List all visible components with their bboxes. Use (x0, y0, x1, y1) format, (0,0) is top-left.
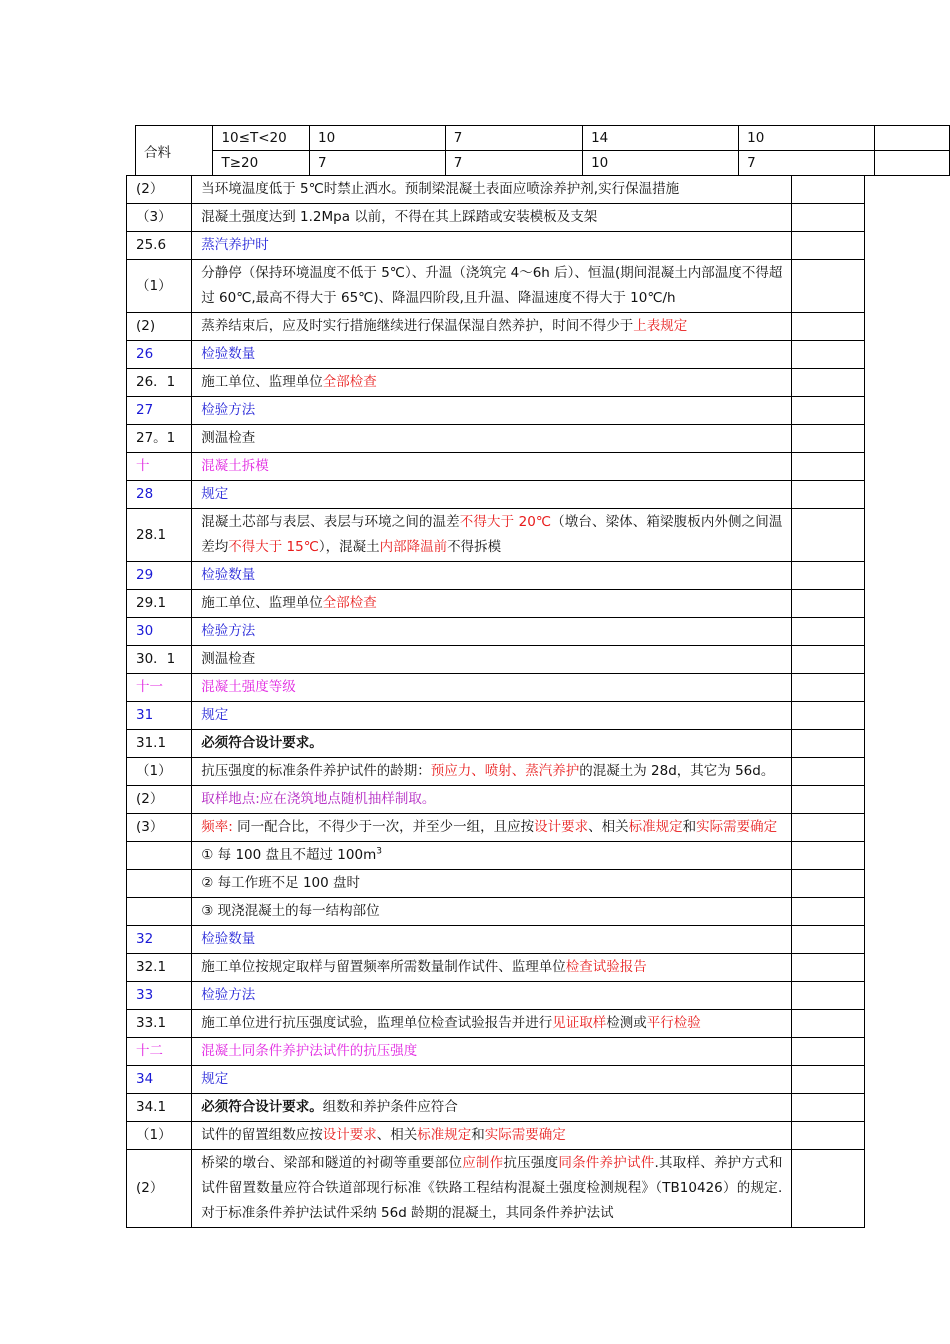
spec-row (127, 1010, 865, 1038)
content-text: 、相关 (588, 819, 629, 835)
item-number: 27。1 (127, 425, 192, 453)
item-number: 28.1 (127, 509, 192, 562)
item-number: 33 (127, 982, 192, 1010)
item-number: 29.1 (127, 590, 192, 618)
highlight-text: 上表规定 (633, 318, 688, 334)
spec-row (127, 758, 865, 786)
content-text: 规定 (201, 486, 229, 502)
item-content (192, 562, 792, 590)
item-content (192, 509, 792, 562)
content-text: 必须符合设计要求。 (201, 1099, 323, 1115)
content-text: （墩台、梁体、箱梁腹板内外侧之间温差均 (201, 514, 783, 555)
item-number: （1） (127, 758, 192, 786)
item-number: （3） (127, 204, 192, 232)
highlight-text: 内部降温前 (379, 539, 448, 555)
spec-row (127, 730, 865, 758)
spec-row (127, 176, 865, 204)
content-text: 检验方法 (201, 402, 256, 418)
content-text: 检测或 (606, 1015, 647, 1031)
item-number: 33.1 (127, 1010, 192, 1038)
item-content (192, 870, 792, 898)
empty-cell (792, 814, 865, 842)
empty-cell (792, 425, 865, 453)
highlight-text: 设计要求 (322, 1127, 377, 1143)
spec-row (127, 1038, 865, 1066)
empty-cell (792, 870, 865, 898)
content-text: 测温检查 (201, 651, 256, 667)
spec-row (127, 204, 865, 232)
spec-row (127, 260, 865, 313)
item-content (192, 646, 792, 674)
spec-row (127, 870, 865, 898)
spec-row (127, 954, 865, 982)
highlight-text: 频率: (201, 819, 233, 835)
item-content (192, 1150, 792, 1228)
empty-cell (792, 982, 865, 1010)
item-number (127, 842, 192, 870)
content-text: ），混凝土 (318, 539, 380, 555)
item-number: 26 (127, 341, 192, 369)
empty-cell (792, 509, 865, 562)
content-text: 取样地点:应在浇筑地点随机抽样制取。 (201, 791, 436, 807)
spec-row (127, 674, 865, 702)
item-content (192, 1122, 792, 1150)
item-content (192, 590, 792, 618)
content-text: 抗压强度的标准条件养护试件的龄期： (201, 763, 431, 779)
item-content (192, 260, 792, 313)
top-table-cell (874, 151, 949, 176)
item-number: 31.1 (127, 730, 192, 758)
spec-row (127, 313, 865, 341)
content-text: .其取样、养护方式和试件留置数量应符合铁道部现行标准《铁路工程结构混凝土强度检测规程》（TB10426）的规定.对于标准条件养护法试件采纳 56d 龄期的混凝土，其同条件养护法试 (201, 1155, 783, 1221)
content-text: 施工单位按规定取样与留置频率所需数量制作试件、监理单位 (201, 959, 566, 975)
item-content (192, 702, 792, 730)
content-text: 不得拆模 (447, 539, 502, 555)
item-content (192, 397, 792, 425)
spec-row (127, 232, 865, 260)
content-text: ② 每工作班不足 100 盘时 (201, 875, 361, 891)
content-text: 分静停（保持环境温度不低于 5℃）、升温（浇筑完 4～6h 后）、恒温(期间混凝土内部温度不得超过 60℃,最高不得大于 65℃)、降温四阶段,且升温、降温速度不得大于 10℃/h (201, 265, 783, 306)
empty-cell (792, 1038, 865, 1066)
item-number: 27 (127, 397, 192, 425)
empty-cell (792, 618, 865, 646)
item-content (192, 1038, 792, 1066)
spec-row (127, 1122, 865, 1150)
item-content (192, 786, 792, 814)
item-number: 25.6 (127, 232, 192, 260)
item-number: (2） (127, 176, 192, 204)
highlight-text: 同条件养护试件 (558, 1155, 655, 1171)
item-number: 30 (127, 618, 192, 646)
empty-cell (792, 646, 865, 674)
spec-row (127, 562, 865, 590)
empty-cell (792, 842, 865, 870)
item-content (192, 204, 792, 232)
highlight-text: 实际需要确定 (484, 1127, 566, 1143)
spec-row (127, 397, 865, 425)
item-content (192, 425, 792, 453)
top-table-cell: 7 (310, 151, 446, 176)
content-text: 检验方法 (201, 987, 256, 1003)
top-table-cell (874, 126, 949, 151)
empty-cell (792, 453, 865, 481)
content-text: 检验方法 (201, 623, 256, 639)
empty-cell (792, 898, 865, 926)
top-table-cell: 7 (445, 126, 582, 151)
spec-row (127, 786, 865, 814)
empty-cell (792, 730, 865, 758)
spec-row (127, 481, 865, 509)
highlight-text: 实际需要确定 (696, 819, 778, 835)
empty-cell (792, 204, 865, 232)
item-number: (3） (127, 814, 192, 842)
item-content (192, 1010, 792, 1038)
empty-cell (792, 232, 865, 260)
spec-row (127, 1150, 865, 1228)
content-text: 蒸汽养护时 (201, 237, 269, 253)
item-number: 31 (127, 702, 192, 730)
item-content (192, 369, 792, 397)
item-content (192, 758, 792, 786)
top-table-cell: 7 (739, 151, 875, 176)
content-text: 同一配合比，不得少于一次，并至少一组，且应按 (232, 819, 535, 835)
content-text: 蒸养结束后，应及时实行措施继续进行保温保湿自然养护，时间不得少于 (201, 318, 634, 334)
empty-cell (792, 702, 865, 730)
item-number: (2） (127, 1150, 192, 1228)
top-table-cell: 10 (310, 126, 446, 151)
content-text: 必须符合设计要求。 (201, 735, 323, 751)
highlight-text: 设计要求 (534, 819, 589, 835)
spec-row (127, 1066, 865, 1094)
empty-cell (792, 562, 865, 590)
content-text: 施工单位、监理单位 (201, 595, 323, 611)
item-content (192, 674, 792, 702)
item-content (192, 453, 792, 481)
content-text: 检验数量 (201, 567, 256, 583)
top-table-cell: 7 (445, 151, 582, 176)
item-number: (2) (127, 313, 192, 341)
content-text: 测温检查 (201, 430, 256, 446)
item-number: （1） (127, 1122, 192, 1150)
item-content (192, 954, 792, 982)
spec-row (127, 926, 865, 954)
highlight-text: 标准规定 (417, 1127, 472, 1143)
item-number: （1） (127, 260, 192, 313)
top-table-row (136, 126, 950, 151)
item-content (192, 481, 792, 509)
item-content (192, 898, 792, 926)
empty-cell (792, 1122, 865, 1150)
empty-cell (792, 1066, 865, 1094)
empty-cell (792, 954, 865, 982)
top-table-cell: T≥20 (213, 151, 310, 176)
top-table-cell: 10 (739, 126, 875, 151)
top-table-cell: 14 (583, 126, 739, 151)
item-number: 30．1 (127, 646, 192, 674)
content-text: ① 每 100 盘且不超过 100m (201, 847, 377, 863)
content-text: 、相关 (376, 1127, 418, 1143)
spec-row (127, 646, 865, 674)
item-number (127, 898, 192, 926)
item-number: 32.1 (127, 954, 192, 982)
empty-cell (792, 481, 865, 509)
item-number: 29 (127, 562, 192, 590)
spec-row (127, 842, 865, 870)
item-content (192, 176, 792, 204)
spec-row (127, 590, 865, 618)
item-content (192, 730, 792, 758)
item-content (192, 842, 792, 870)
empty-cell (792, 176, 865, 204)
item-number: 34.1 (127, 1094, 192, 1122)
highlight-text: 不得大于 20℃ (459, 514, 552, 530)
item-content (192, 1094, 792, 1122)
content-text: 规定 (201, 707, 229, 723)
empty-cell (792, 260, 865, 313)
content-text: 桥梁的墩台、梁部和隧道的衬砌等重要部位 (201, 1155, 463, 1171)
content-text: 3 (376, 846, 382, 857)
item-content (192, 618, 792, 646)
item-content (192, 341, 792, 369)
content-text: 组数和养护条件应符合 (322, 1099, 458, 1115)
spec-row (127, 509, 865, 562)
empty-cell (792, 313, 865, 341)
highlight-text: 全部检查 (322, 595, 377, 611)
content-text: 混凝土拆模 (201, 458, 269, 474)
top-table-label: 合料 (136, 126, 213, 176)
highlight-text: 见证取样 (552, 1015, 607, 1031)
empty-cell (792, 758, 865, 786)
content-text: 混凝土芯部与表层、表层与环境之间的温差 (201, 514, 460, 530)
empty-cell (792, 369, 865, 397)
highlight-text: 检查试验报告 (565, 959, 647, 975)
spec-row (127, 1094, 865, 1122)
content-text: 规定 (201, 1071, 229, 1087)
item-number (127, 870, 192, 898)
content-text: 混凝土强度等级 (201, 679, 296, 695)
item-number: 十二 (127, 1038, 192, 1066)
item-number: 34 (127, 1066, 192, 1094)
content-text: 试件的留置组数应按 (201, 1127, 323, 1143)
empty-cell (792, 1150, 865, 1228)
content-text: 检验数量 (201, 346, 256, 362)
content-text: 和 (682, 819, 697, 835)
top-table-cell: 10≤T<20 (213, 126, 310, 151)
empty-cell (792, 674, 865, 702)
spec-row (127, 341, 865, 369)
item-content (192, 982, 792, 1010)
top-table-row (136, 151, 950, 176)
content-text: 抗压强度 (503, 1155, 559, 1171)
spec-row (127, 453, 865, 481)
top-table-cell: 10 (583, 151, 739, 176)
empty-cell (792, 341, 865, 369)
item-number: 26．1 (127, 369, 192, 397)
highlight-text: 预应力、喷射、蒸汽养护 (430, 763, 580, 779)
spec-row (127, 898, 865, 926)
empty-cell (792, 1010, 865, 1038)
spec-row (127, 369, 865, 397)
item-content (192, 232, 792, 260)
empty-cell (792, 590, 865, 618)
item-content (192, 814, 792, 842)
item-number: 十一 (127, 674, 192, 702)
highlight-text: 平行检验 (646, 1015, 701, 1031)
empty-cell (792, 397, 865, 425)
content-text: 和 (471, 1127, 485, 1143)
highlight-text: 不得大于 15℃ (228, 539, 319, 555)
content-text: 混凝土强度达到 1.2Mpa 以前，不得在其上踩踏或安装模板及支架 (201, 209, 598, 225)
content-text: 当环境温度低于 5℃时禁止洒水。预制梁混凝土表面应喷涂养护剂,实行保温措施 (201, 181, 680, 197)
curing-time-table (135, 125, 950, 176)
spec-row (127, 425, 865, 453)
item-number: 十 (127, 453, 192, 481)
highlight-text: 应制作 (462, 1155, 504, 1171)
content-text: 混凝土同条件养护法试件的抗压强度 (201, 1043, 418, 1059)
content-text: 检验数量 (201, 931, 256, 947)
empty-cell (792, 926, 865, 954)
empty-cell (792, 786, 865, 814)
spec-row (127, 982, 865, 1010)
item-content (192, 926, 792, 954)
item-number: (2） (127, 786, 192, 814)
content-text: 施工单位、监理单位 (201, 374, 323, 390)
item-number: 28 (127, 481, 192, 509)
spec-row (127, 618, 865, 646)
content-text: 施工单位进行抗压强度试验，监理单位检查试验报告并进行 (201, 1015, 553, 1031)
spec-row (127, 702, 865, 730)
inspection-spec-table (126, 175, 865, 1228)
highlight-text: 全部检查 (322, 374, 377, 390)
item-number: 32 (127, 926, 192, 954)
content-text: 的混凝土为 28d，其它为 56d。 (579, 763, 775, 779)
content-text: ③ 现浇混凝土的每一结构部位 (201, 903, 380, 919)
highlight-text: 标准规定 (628, 819, 683, 835)
item-content (192, 313, 792, 341)
item-content (192, 1066, 792, 1094)
spec-row (127, 814, 865, 842)
empty-cell (792, 1094, 865, 1122)
